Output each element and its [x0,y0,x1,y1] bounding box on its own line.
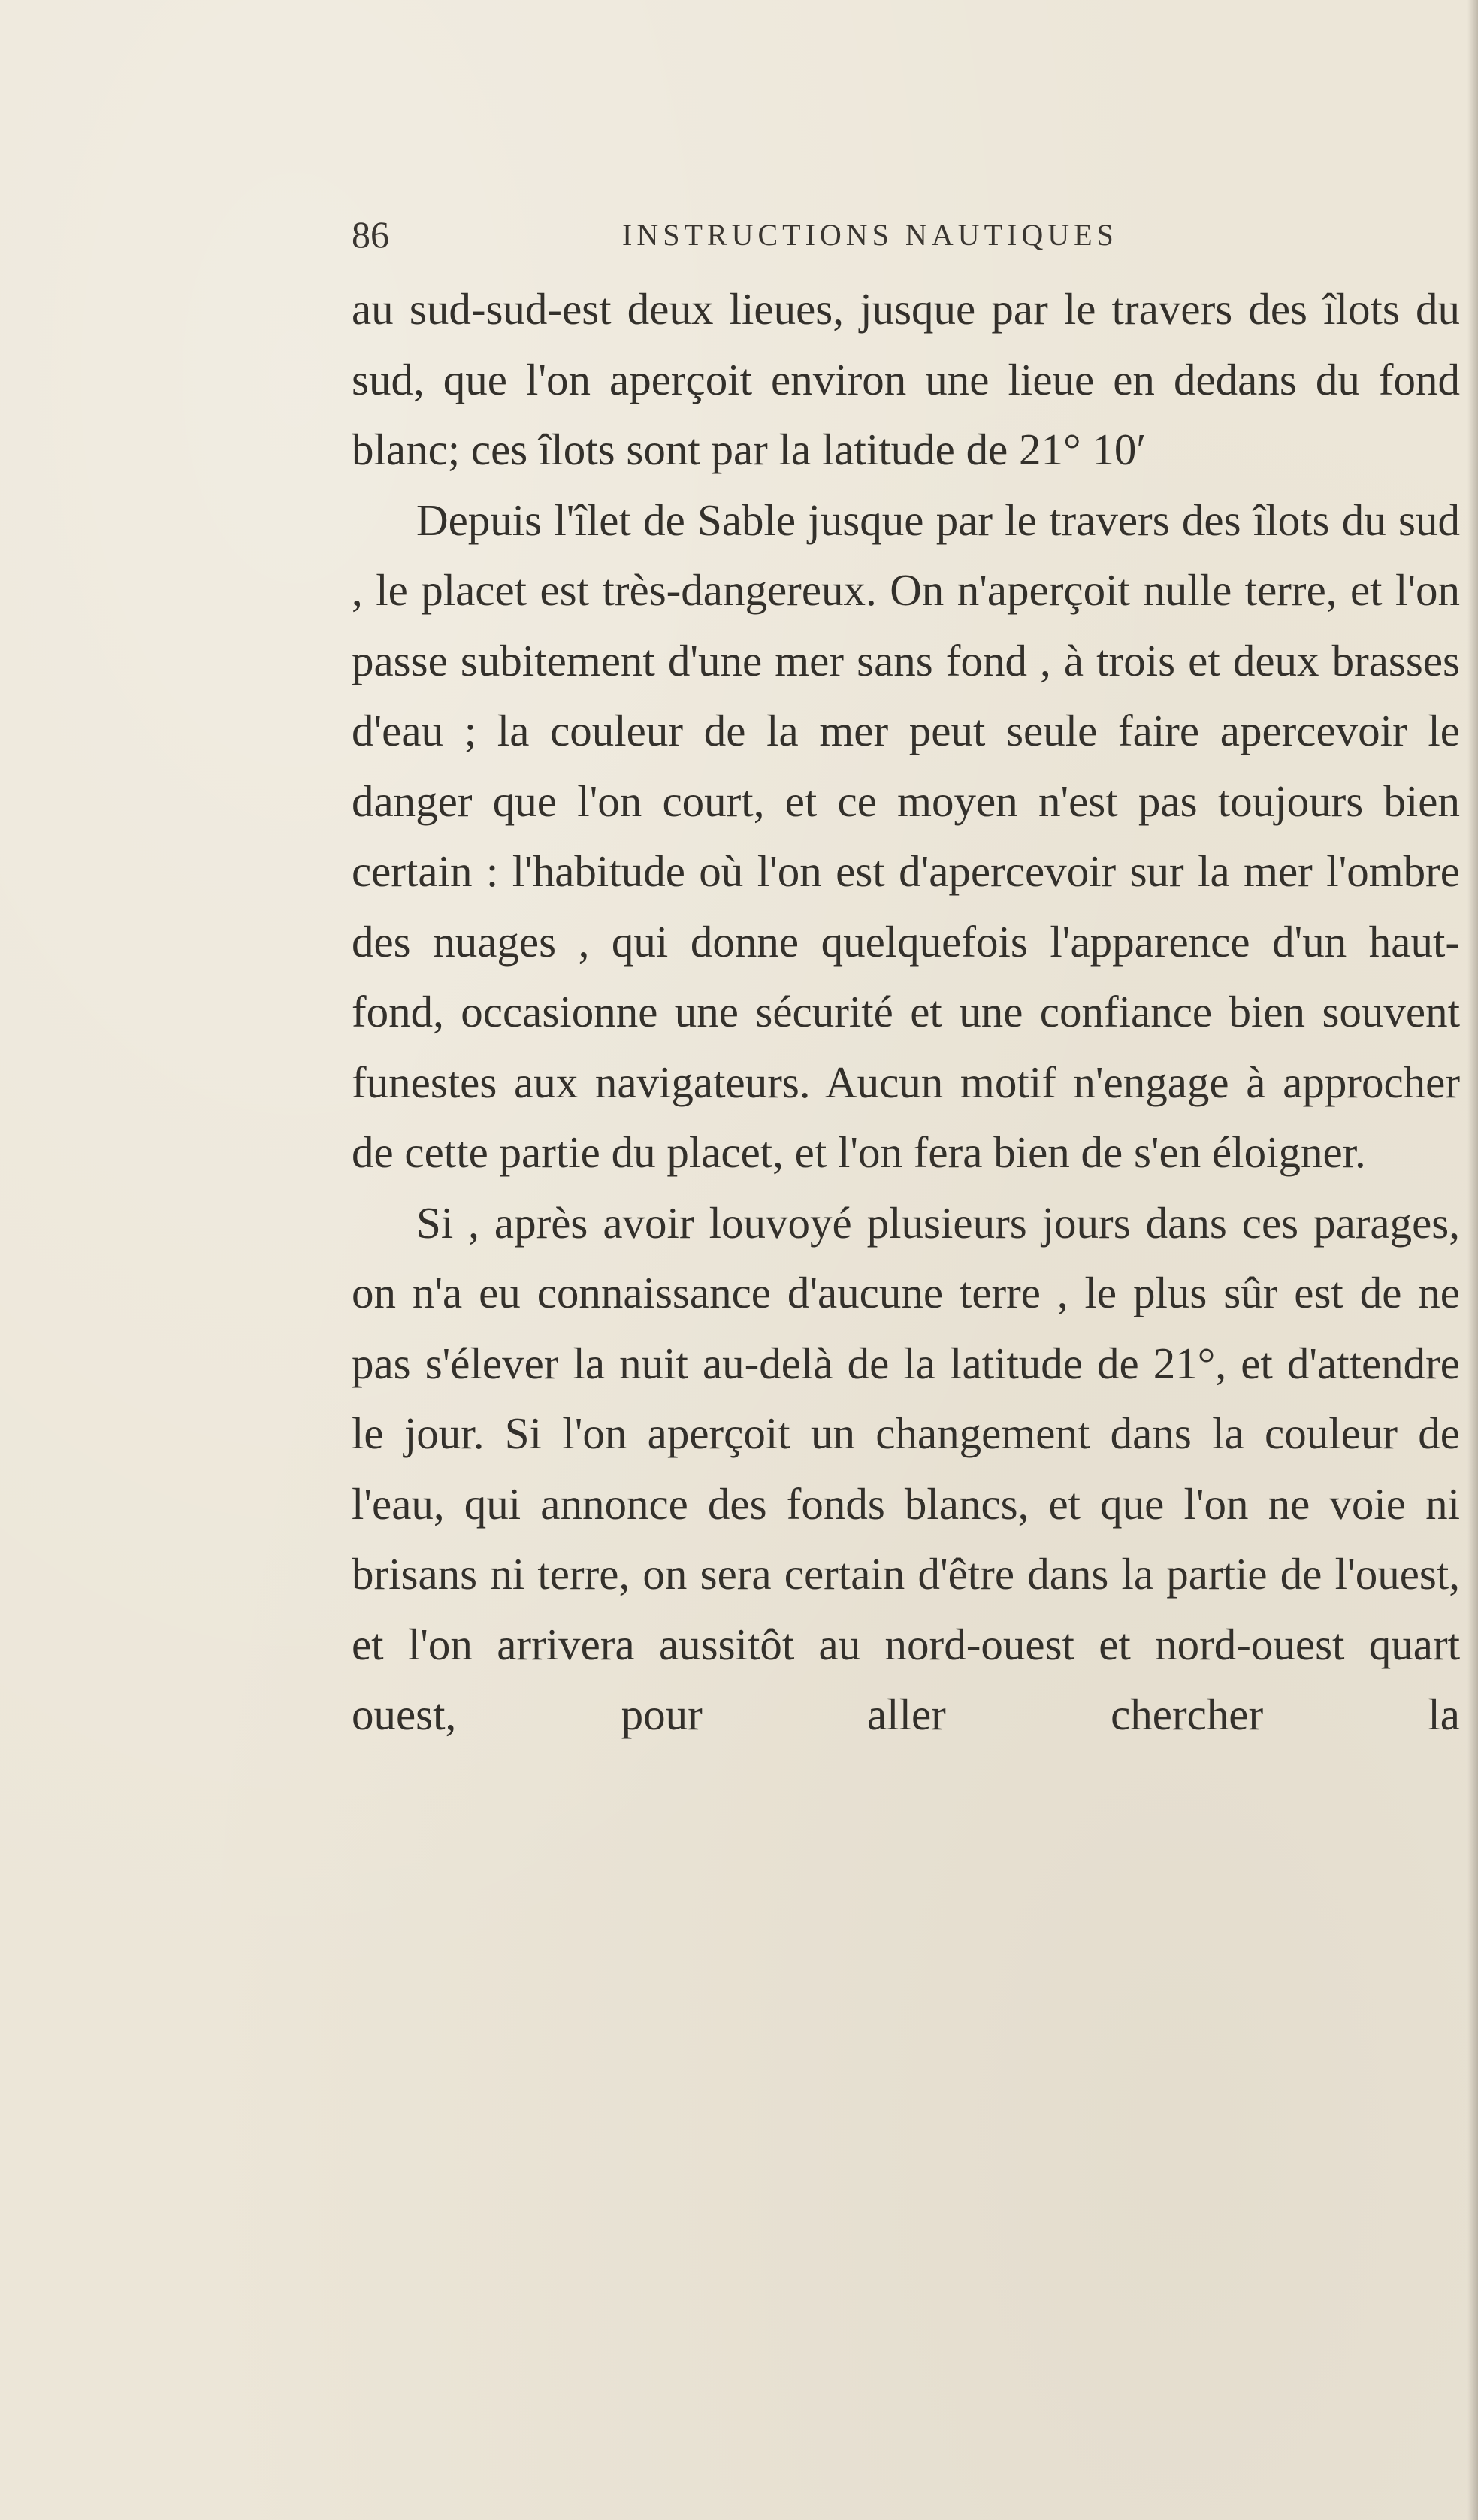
body-text [352,274,1460,1750]
paragraph-danger-warning: Depuis l'îlet de Sable jusque par le travers des îlots du sud , le placet est très-dangereux. On n'aperçoit nulle terre, et l'on passe subitement d'une mer sans fond , à trois et deux brasses d'eau ; la couleur de la mer peut seule faire apercevoir le danger que l'on court, et ce moyen n'est pas toujours bien certain : l'habitude où l'on est d'apercevoir sur la mer l'ombre des nuages , qui donne quelquefois l'apparence d'un haut-fond, occasionne une sécurité et une confiance bien souvent funestes aux navigateurs. Aucun motif n'engage à approcher de cette partie du placet, et l'on fera bien de s'en éloigner. [352,495,1460,1177]
paragraph-navigation-advice: Si , après avoir louvoyé plusieurs jours dans ces parages, on n'a eu connaissance d'aucune terre , le plus sûr est de ne pas s'élever la nuit au-delà de la latitude de 21°, et d'attendre le jour. Si l'on aperçoit un changement dans la couleur de l'eau, qui annonce des fonds blancs, et que l'on ne voie ni brisans ni terre, on sera certain d'être dans la partie de l'ouest, et l'on arrivera aussitôt au nord-ouest et nord-ouest quart ouest, pour aller chercher la [352,1197,1460,1739]
paragraph-continuation: au sud-sud-est deux lieues, jusque par le travers des îlots du sud, que l'on aperçoit environ une lieue en dedans du fond blanc; ces îlots sont par la latitude de 21° 10′ [352,284,1460,474]
page-header [352,212,1434,257]
page-number: 86 [352,213,389,256]
page-edge-shadow [1467,0,1478,2520]
running-title: INSTRUCTIONS NAUTIQUES [622,218,1118,252]
